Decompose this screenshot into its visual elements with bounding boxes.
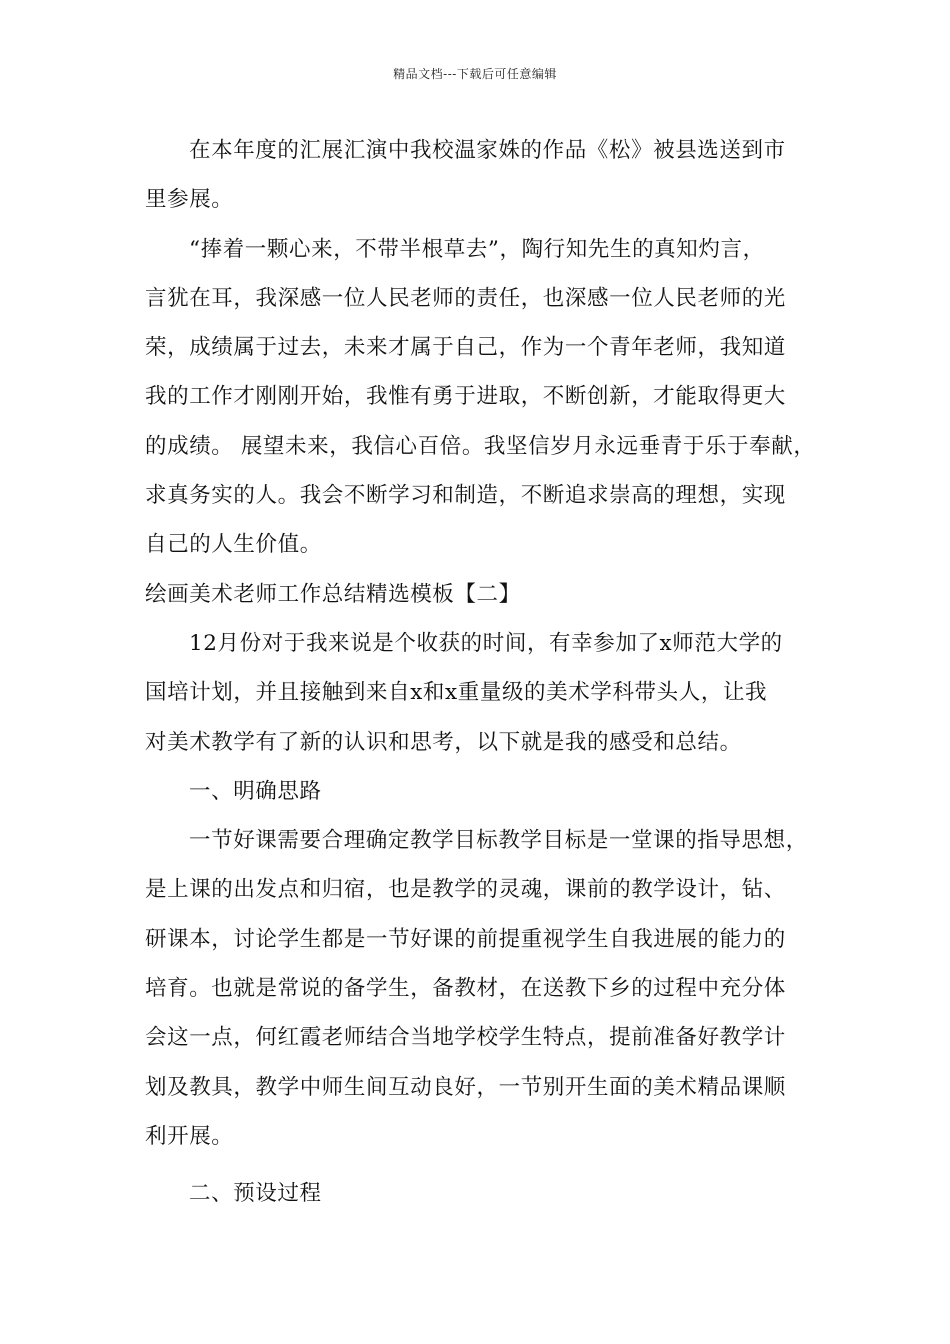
- paragraph-line: 研课本，讨论学生都是一节好课的前提重视学生自我进展的能力的: [145, 926, 786, 952]
- paragraph-line: 我的工作才刚刚开始，我惟有勇于进取，不断创新，才能取得更大: [145, 384, 786, 410]
- paragraph-line: 利开展。: [145, 1123, 234, 1149]
- paragraph-line: 自己的人生价值。: [145, 532, 322, 558]
- subsection-heading: 二、预设过程: [189, 1181, 322, 1207]
- paragraph-line: 言犹在耳，我深感一位人民老师的责任，也深感一位人民老师的光: [145, 285, 786, 311]
- paragraph-line: “捧着一颗心来，不带半根草去”，陶行知先生的真知灼言，: [189, 236, 765, 262]
- subsection-heading: 一、明确思路: [189, 778, 322, 804]
- paragraph-line: 12月份对于我来说是个收获的时间，有幸参加了x师范大学的: [189, 630, 783, 656]
- paragraph-line: 的成绩。 展望未来，我信心百倍。我坚信岁月永远垂青于乐于奉献，: [145, 433, 816, 459]
- paragraph-line: 划及教具，教学中师生间互动良好，一节别开生面的美术精品课顺: [145, 1074, 786, 1100]
- spacer: [145, 1161, 815, 1169]
- paragraph-line: 对美术教学有了新的认识和思考，以下就是我的感受和总结。: [145, 729, 742, 755]
- paragraph-line: 在本年度的汇展汇演中我校温家姝的作品《松》被县选送到市: [189, 138, 786, 163]
- paragraph-line: 一节好课需要合理确定教学目标教学目标是一堂课的指导思想，: [189, 828, 808, 854]
- paragraph-line: 里参展。: [145, 187, 234, 213]
- paragraph-line: 会这一点，何红霞老师结合当地学校学生特点，提前准备好教学计: [145, 1025, 786, 1051]
- section-heading: 绘画美术老师工作总结精选模板【二】: [145, 581, 521, 607]
- paragraph-line: 是上课的出发点和归宿，也是教学的灵魂，课前的教学设计，钻、: [145, 877, 786, 903]
- paragraph-line: 国培计划，并且接触到来自x和x重量级的美术学科带头人，让我: [145, 680, 768, 706]
- paragraph-line: 培育。也就是常说的备学生，备教材，在送教下乡的过程中充分体: [145, 976, 786, 1002]
- document-body: [145, 126, 815, 1219]
- page-header: 精品文档---下载后可任意编辑: [393, 67, 557, 81]
- paragraph-line: 求真务实的人。我会不断学习和制造，不断追求崇高的理想，实现: [145, 483, 786, 509]
- paragraph-line: 荣，成绩属于过去，未来才属于自己，作为一个青年老师，我知道: [145, 335, 786, 361]
